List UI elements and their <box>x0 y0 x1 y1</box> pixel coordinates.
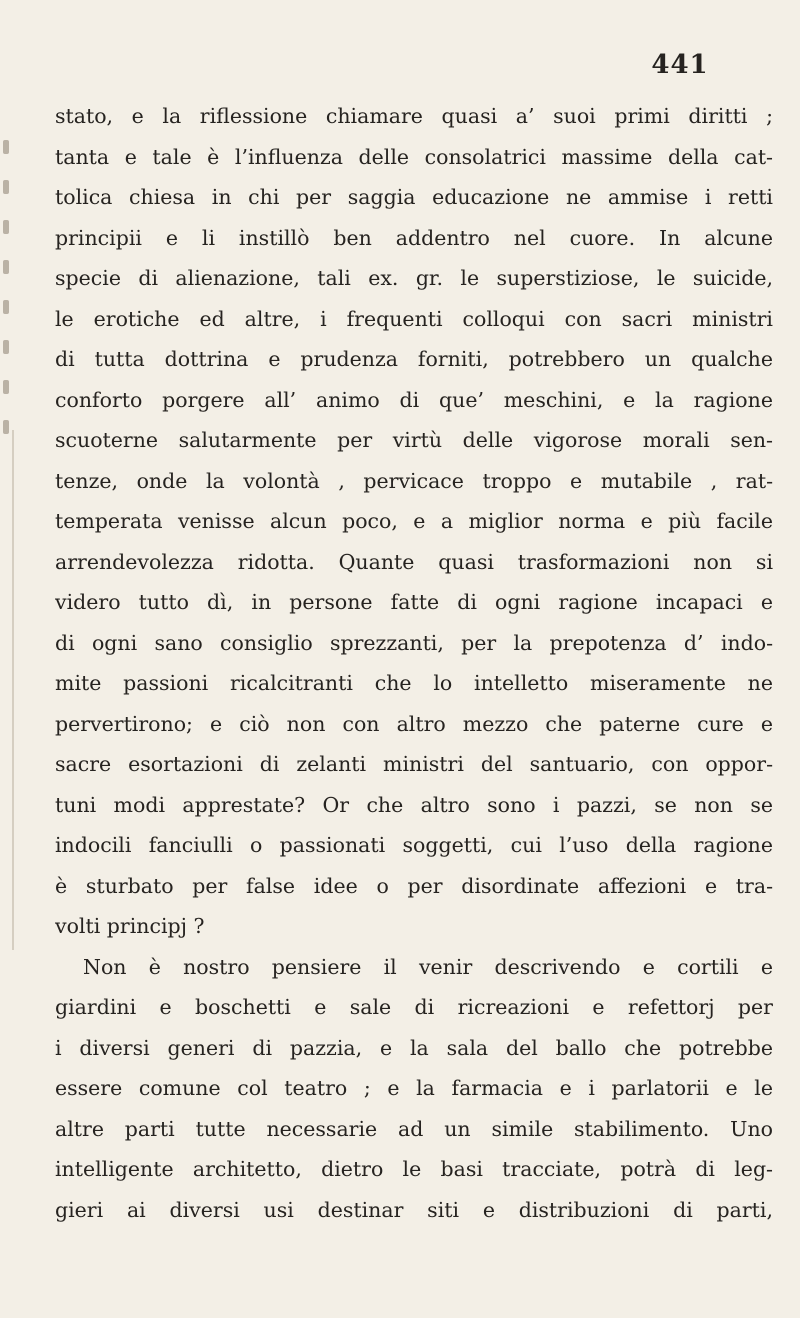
text-line: intelligente architetto, dietro le basi tracciate, potrà di leg- <box>55 1157 773 1181</box>
text-line: indocili fanciulli o passionati soggetti, cui l’uso della ragione <box>55 833 773 857</box>
text-line: mite passioni ricalcitranti che lo intelletto miseramente ne <box>55 671 773 695</box>
text-line: conforto porgere all’ animo di que’ meschini, e la ragione <box>55 387 773 412</box>
text-line: essere comune col teatro ; e la farmacia e i parlatorii e le <box>55 1076 773 1100</box>
margin-mark <box>3 420 9 434</box>
text-line: scuoterne salutarmente per virtù delle vigorose morali sen- <box>55 428 773 452</box>
text-line: tolica chiesa in chi per saggia educazione ne ammise i retti <box>55 185 773 209</box>
text-line: tenze, onde la volontà , pervicace troppo e mutabile , rat- <box>55 468 773 493</box>
text-line: sacre esortazioni di zelanti ministri del santuario, con oppor- <box>55 752 773 776</box>
text-line: le erotiche ed altre, i frequenti colloqui con sacri ministri <box>55 306 773 331</box>
margin-mark <box>3 140 9 154</box>
margin-mark <box>3 180 9 194</box>
text-line: pervertirono; e ciò non con altro mezzo che paterne cure e <box>55 711 773 736</box>
text-line: temperata venisse alcun poco, e a miglior norma e più facile <box>55 509 773 533</box>
text-line: videro tutto dì, in persone fatte di ogni ragione incapaci e <box>55 590 773 614</box>
binding-shadow <box>12 430 14 950</box>
text-line: giardini e boschetti e sale di ricreazioni e refettorj per <box>55 995 773 1019</box>
text-line: di ogni sano consiglio sprezzanti, per la prepotenza d’ indo- <box>55 630 773 655</box>
margin-mark <box>3 260 9 274</box>
margin-mark <box>3 340 9 354</box>
text-line: arrendevolezza ridotta. Quante quasi trasformazioni non si <box>55 549 773 574</box>
text-line: tuni modi apprestate? Or che altro sono i pazzi, se non se <box>55 792 773 817</box>
body-text <box>55 96 773 1230</box>
text-line: principii e li instillò ben addentro nel cuore. In alcune <box>55 225 773 250</box>
text-line: stato, e la riflessione chiamare quasi a’ suoi primi diritti ; <box>55 104 773 128</box>
text-line: tanta e tale è l’influenza delle consolatrici massime della cat- <box>55 144 773 169</box>
text-line-paragraph-end: volti principj ? <box>55 914 205 938</box>
text-line: di tutta dottrina e prudenza forniti, potrebbero un qualche <box>55 347 773 371</box>
margin-mark <box>3 300 9 314</box>
text-line: specie di alienazione, tali ex. gr. le superstiziose, le suicide, <box>55 266 773 290</box>
text-line-paragraph-start: Non è nostro pensiere il venir descrivendo e cortili e <box>83 954 773 979</box>
text-line: altre parti tutte necessarie ad un simile stabilimento. Uno <box>55 1116 773 1141</box>
text-line: i diversi generi di pazzia, e la sala del ballo che potrebbe <box>55 1035 773 1060</box>
margin-mark <box>3 220 9 234</box>
text-line: gieri ai diversi usi destinar siti e distribuzioni di parti, <box>55 1197 773 1222</box>
text-line: è sturbato per false idee o per disordinate affezioni e tra- <box>55 873 773 898</box>
page-number: 441 <box>651 50 709 80</box>
margin-mark <box>3 380 9 394</box>
